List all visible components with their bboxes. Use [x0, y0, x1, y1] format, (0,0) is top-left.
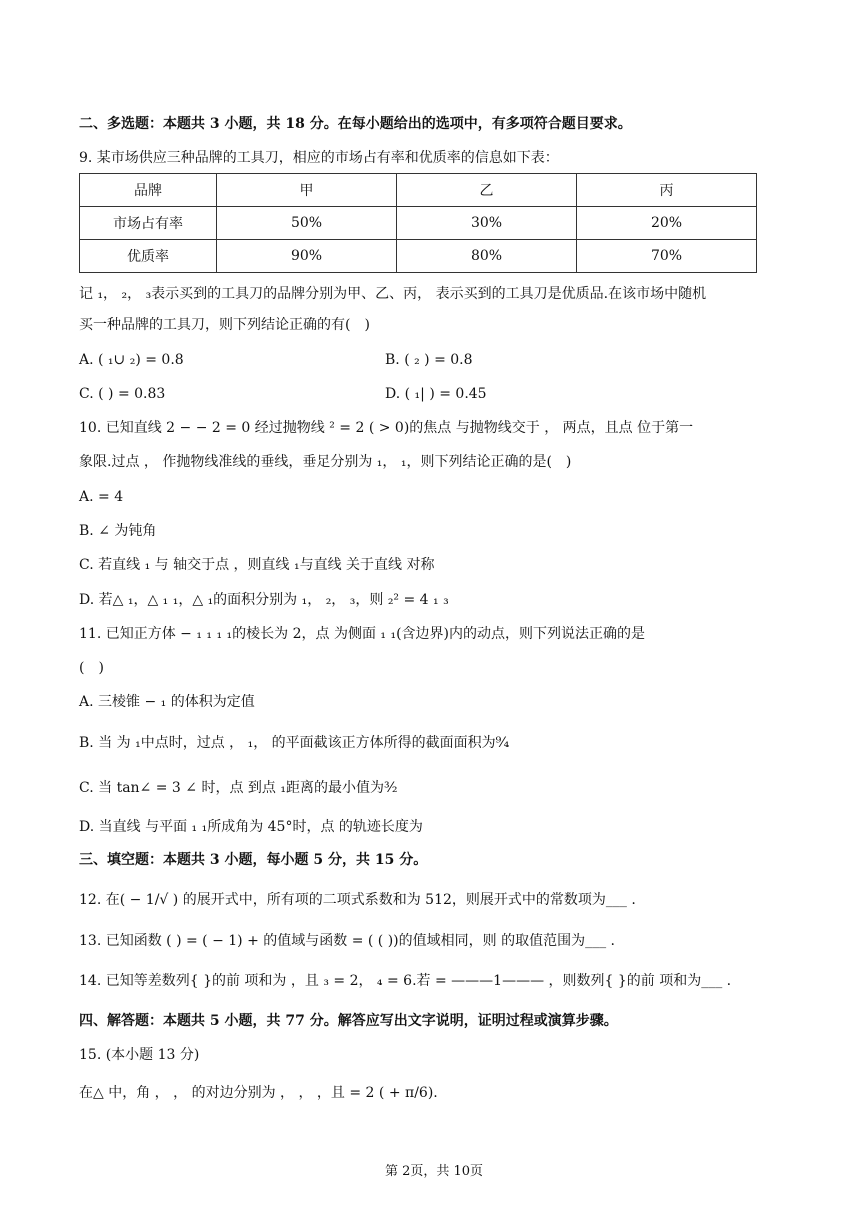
- q11-line-1: 11. 已知正方体 − ₁ ₁ ₁ ₁的棱长为 2，点 为侧面 ₁ ₁(含边界)内的动点，则下列说法正确的是: [79, 626, 646, 642]
- q9-option-b: B. ( ₂ ) = 0.8: [385, 352, 473, 368]
- q9-stem: 9. 某市场供应三种品牌的工具刀，相应的市场占有率和优质率的信息如下表：: [79, 150, 559, 166]
- table-row: [80, 207, 757, 240]
- table-cell: 甲: [217, 174, 397, 207]
- table-cell: 70%: [577, 240, 757, 273]
- q11-option-b: B. 当 为 ₁中点时，过点 ， ₁， 的平面截该正方体所得的截面面积为⁹⁄₄: [79, 735, 510, 751]
- q11-option-c: C. 当 tan∠ = 3 ∠ 时，点 到点 ₁距离的最小值为³⁄₂: [79, 780, 398, 796]
- table-header-row: [80, 174, 757, 207]
- table-cell: 30%: [397, 207, 577, 240]
- table-cell: 50%: [217, 207, 397, 240]
- table-cell: 丙: [577, 174, 757, 207]
- q13: 13. 已知函数 ( ) = ( − 1) + 的值域与函数 = ( ( ))的值域相同，则 的取值范围为___ .: [79, 933, 615, 949]
- q15-line-1: 在△ 中，角 ， ， 的对边分别为 ， ， ，且 = 2 ( + π/6).: [79, 1085, 438, 1101]
- table-cell: 80%: [397, 240, 577, 273]
- section-4-title: 四、解答题：本题共 5 小题，共 77 分。解答应写出文字说明，证明过程或演算步骤。: [79, 1013, 618, 1029]
- q9-line-2: 买一种品牌的工具刀，则下列结论正确的有( ): [79, 317, 370, 333]
- q10-option-c: C. 若直线 ₁ 与 轴交于点 ，则直线 ₁与直线 关于直线 对称: [79, 557, 435, 573]
- table-cell: 优质率: [80, 240, 217, 273]
- q11-line-2: ( ): [79, 660, 104, 676]
- q9-line-1: 记 ₁， ₂， ₃表示买到的工具刀的品牌分别为甲、乙、丙， 表示买到的工具刀是优质品.在该市场中随机: [79, 286, 707, 302]
- q10-option-a: A. = 4: [79, 489, 124, 505]
- q12: 12. 在( − 1/√ ) 的展开式中，所有项的二项式系数和为 512，则展开式中的常数项为___ .: [79, 892, 636, 908]
- q10-option-d: D. 若△ ₁，△ ₁ ₁，△ ₁的面积分别为 ₁， ₂， ₃，则 ₂² = 4 ₁ ₃: [79, 592, 449, 608]
- table-cell: 市场占有率: [80, 207, 217, 240]
- q9-option-a: A. ( ₁∪ ₂) = 0.8: [79, 352, 184, 368]
- page-footer: 第 2页，共 10页: [384, 1164, 484, 1179]
- q10-line-1: 10. 已知直线 2 − − 2 = 0 经过抛物线 ² = 2 ( > 0)的焦点 与抛物线交于 ， 两点，且点 位于第一: [79, 420, 694, 436]
- q11-option-d: D. 当直线 与平面 ₁ ₁所成角为 45°时，点 的轨迹长度为: [79, 819, 423, 835]
- section-3-title: 三、填空题：本题共 3 小题，每小题 5 分，共 15 分。: [79, 852, 428, 868]
- table-cell: 乙: [397, 174, 577, 207]
- q9-option-d: D. ( ₁| ) = 0.45: [385, 386, 487, 402]
- brand-table: [79, 173, 757, 273]
- q9-option-c: C. ( ) = 0.83: [79, 386, 166, 402]
- table-cell: 90%: [217, 240, 397, 273]
- q10-line-2: 象限.过点 ， 作抛物线准线的垂线，垂足分别为 ₁， ₁，则下列结论正确的是( ): [79, 454, 572, 470]
- q11-option-a: A. 三棱锥 − ₁ 的体积为定值: [79, 694, 255, 710]
- table-row: [80, 240, 757, 273]
- q15-header: 15. (本小题 13 分): [79, 1047, 200, 1063]
- table-cell: 20%: [577, 207, 757, 240]
- q10-option-b: B. ∠ 为钝角: [79, 523, 157, 539]
- table-cell: 品牌: [80, 174, 217, 207]
- q14: 14. 已知等差数列{ }的前 项和为 ，且 ₃ = 2， ₄ = 6.若 = ———1——— ，则数列{ }的前 项和为___ .: [79, 973, 732, 989]
- section-2-title: 二、多选题：本题共 3 小题，共 18 分。在每小题给出的选项中，有多项符合题目要求。: [79, 116, 632, 132]
